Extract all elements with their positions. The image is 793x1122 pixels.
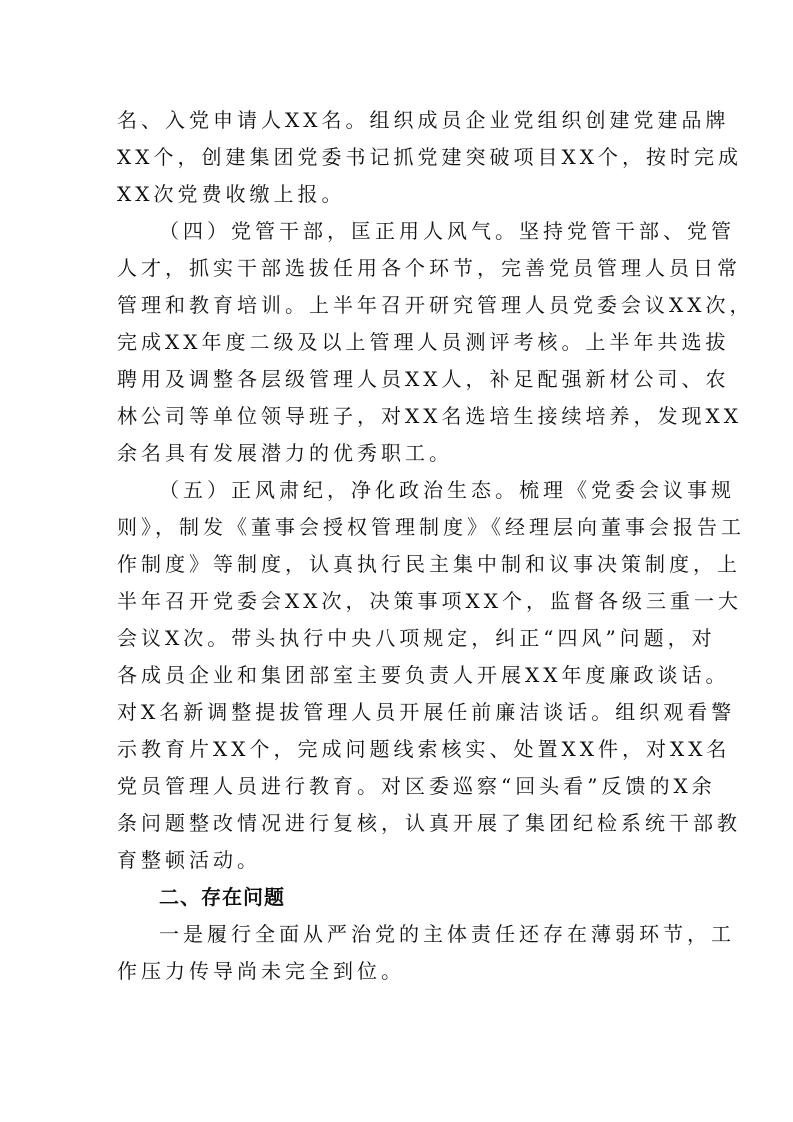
section-heading: 二、存在问题 <box>159 885 285 909</box>
paragraph-line: 聘用及调整各层级管理人员XX人，补足配强新材公司、农 <box>117 367 730 391</box>
paragraph-line: 半年召开党委会XX次，决策事项XX个，监督各级三重一大 <box>117 589 742 613</box>
paragraph-line: 林公司等单位领导班子，对XX名选培生接续培养，发现XX <box>117 404 742 428</box>
paragraph-line: XX个，创建集团党委书记抓党建突破项目XX个，按时完成 <box>117 145 742 169</box>
paragraph-line: 各成员企业和集团部室主要负责人开展XX年度廉政谈话。 <box>117 663 730 687</box>
paragraph-line: 会议X次。带头执行中央八项规定，纠正“四风”问题，对 <box>117 626 716 650</box>
paragraph-line: 完成XX年度二级及以上管理人员测评考核。上半年共选拔 <box>117 330 730 354</box>
paragraph-line: 人才，抓实干部选拔任用各个环节，完善党员管理人员日常 <box>117 256 741 280</box>
paragraph-line: （五）正风肃纪，净化政治生态。梳理《党委会议事规 <box>159 478 735 502</box>
paragraph-line: 党员管理人员进行教育。对区委巡察“回头看”反馈的X余 <box>117 774 716 798</box>
paragraph-line: 条问题整改情况进行复核，认真开展了集团纪检系统干部教 <box>117 811 741 835</box>
paragraph-line: 管理和教育培训。上半年召开研究管理人员党委会议XX次， <box>117 293 754 317</box>
paragraph-line: XX次党费收缴上报。 <box>117 182 346 206</box>
paragraph-line: 作压力传导尚未完全到位。 <box>117 959 405 983</box>
paragraph-line: 名、入党申请人XX名。组织成员企业党组织创建党建品牌 <box>117 108 730 132</box>
paragraph-line: （四）党管干部，匡正用人风气。坚持党管干部、党管 <box>159 219 735 243</box>
paragraph-line: 对X名新调整提拔管理人员开展任前廉洁谈话。组织观看警 <box>117 700 736 724</box>
paragraph-line: 一是履行全面从严治党的主体责任还存在薄弱环节，工 <box>159 922 735 946</box>
paragraph-line: 余名具有发展潜力的优秀职工。 <box>117 441 453 465</box>
paragraph-line: 育整顿活动。 <box>117 848 261 872</box>
paragraph-line: 示教育片XX个，完成问题线索核实、处置XX件，对XX名 <box>117 737 731 761</box>
paragraph-line: 作制度》等制度，认真执行民主集中制和议事决策制度，上 <box>117 552 741 576</box>
paragraph-line: 则》，制发《董事会授权管理制度》《经理层向董事会报告工 <box>117 515 745 539</box>
